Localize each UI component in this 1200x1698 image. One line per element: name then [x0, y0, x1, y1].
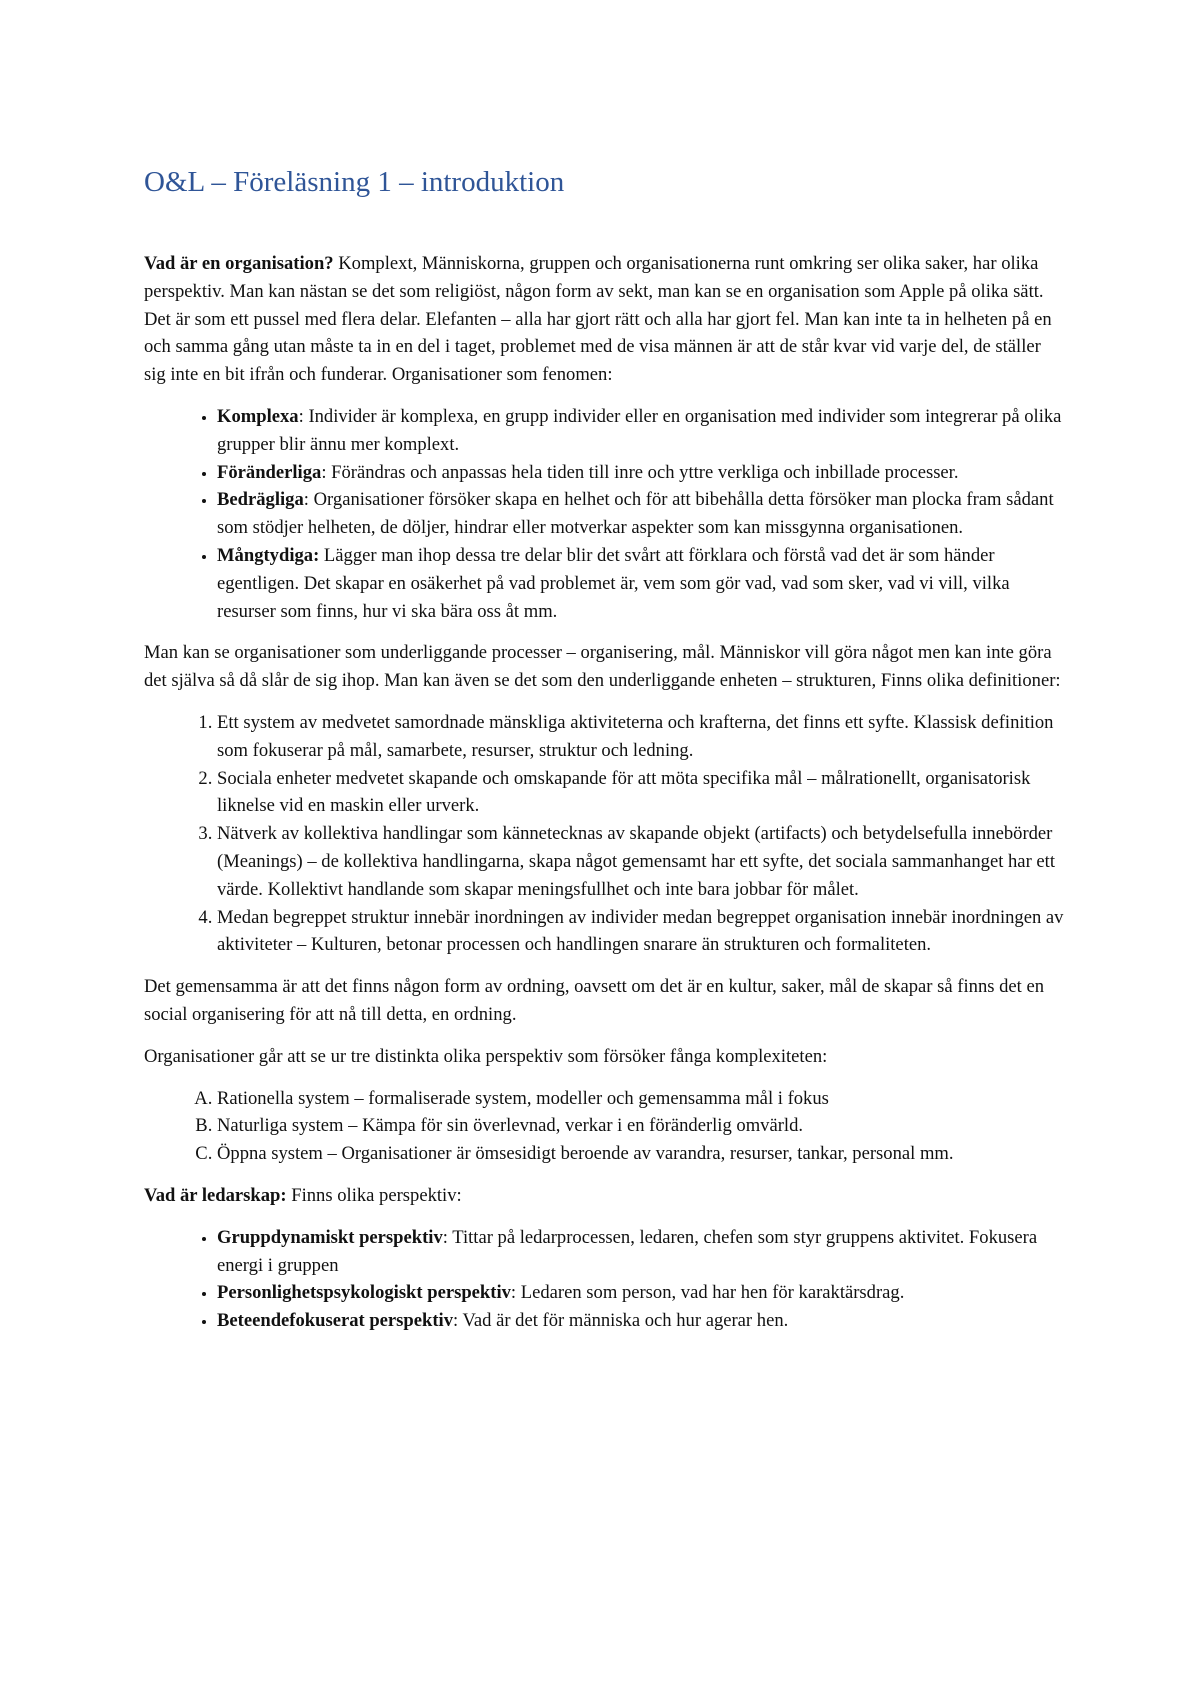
- list-item: [217, 403, 1064, 459]
- list-item: 4. Medan begreppet struktur innebär inordningen av individer medan begreppet organisation innebär inordningen av aktiviteter – Kulturen, betonar processen och handlingen snarare än strukturen och formaliteten.: [217, 904, 1064, 960]
- list-item-sep: :: [442, 1226, 453, 1248]
- list-item-text: Individer är komplexa, en grupp individer eller en organisation med individer som integrerar på olika grupper blir ännu mer komplext.: [217, 405, 1062, 455]
- list-item: [217, 1307, 1064, 1335]
- underlying-paragraph: Man kan se organisationer som underliggande processer – organisering, mål. Människor vill göra något men kan inte göra det själva så då slår de sig ihop. Man kan även se det som den underliggande enheten – strukturen, Finns olika definitioner:: [144, 642, 1061, 692]
- leadership-paragraph: [144, 1182, 1064, 1210]
- list-item: C. Öppna system – Organisationer är ömsesidigt beroende av varandra, resurser, tankar, personal mm.: [217, 1140, 1064, 1168]
- perspectives-list: [144, 1085, 1064, 1168]
- common-paragraph: Det gemensamma är att det finns någon form av ordning, oavsett om det är en kultur, saker, mål de skapar så finns det en social organisering för att nå till detta, en ordning.: [144, 976, 1045, 1025]
- leadership-list: [144, 1224, 1064, 1335]
- definitions-list: [144, 709, 1064, 959]
- list-item-term: Gruppdynamiskt perspektiv: [217, 1226, 443, 1248]
- intro-lead: Vad är en organisation?: [144, 253, 334, 274]
- list-item: [217, 486, 1064, 542]
- list-item-term: Komplexa: [217, 405, 299, 427]
- list-item: [217, 1279, 1064, 1307]
- list-item-term: Bedrägliga: [217, 489, 304, 511]
- list-item-term: Beteendefokuserat perspektiv: [217, 1310, 454, 1332]
- list-item-text: Ledaren som person, vad har hen för karaktärsdrag.: [520, 1282, 905, 1304]
- list-item: 3. Nätverk av kollektiva handlingar som kännetecknas av skapande objekt (artifacts) och betydelsefulla innebörder (Meanings) – de kollektiva handlingarna, skapa något gemensamt har ett syfte, det sociala sammanhanget har ett värde. Kollektivt handlande som skapar meningsfullhet och inte bara jobbar för målet.: [217, 820, 1064, 903]
- phenomena-list: [144, 403, 1064, 625]
- list-item: 1. Ett system av medvetet samordnade mänskliga aktiviteterna och krafterna, det finns ett syfte. Klassisk definition som fokuserar på mål, samarbete, resurser, struktur och ledning.: [217, 709, 1064, 765]
- leadership-lead: Vad är ledarskap:: [144, 1184, 287, 1206]
- list-item-text: Lägger man ihop dessa tre delar blir det svårt att förklara och förstå vad det är som händer egentligen. Det skapar en osäkerhet på vad problemet är, vem som gör vad, vad som sker, vad vi vill, vilka resurser som finns, hur vi ska bära oss åt mm.: [217, 544, 1010, 622]
- document-body: [144, 250, 1064, 1349]
- intro-text: Komplext, Människorna, gruppen och organisationerna runt omkring ser olika saker, har olika perspektiv. Man kan nästan se det som religiöst, någon form av sekt, man kan se en organisation som Apple på olika sätt. Det är som ett pussel med flera delar. Elefanten – alla har gjort rätt och alla har gjort fel. Man kan inte ta in helheten på en och samma gång utan måste ta in en del i taget, problemet med de visa männen är att de står kvar vid varje del, de ställer sig inte en bit ifrån och funderar. Organisationer som fenomen:: [144, 253, 1052, 386]
- list-item: 2. Sociala enheter medvetet skapande och omskapande för att möta specifika mål – målrationellt, organisatorisk liknelse vid en maskin eller urverk.: [217, 765, 1064, 821]
- list-item-term: Personlighetspsykologiskt perspektiv: [217, 1282, 511, 1304]
- list-item-text: Tittar på ledarprocessen, ledaren, chefen som styr gruppens aktivitet. Fokusera energi i gruppen: [217, 1226, 1038, 1276]
- list-item-term: Föränderliga: [217, 461, 322, 483]
- intro-paragraph: [144, 250, 1064, 389]
- list-item: [217, 459, 1064, 487]
- list-item-text: Förändras och anpassas hela tiden till inre och yttre verkliga och inbillade processer.: [331, 461, 959, 483]
- list-item-sep: :: [510, 1282, 521, 1304]
- list-item-text: Vad är det för människa och hur agerar hen.: [462, 1310, 789, 1332]
- document-title: O&L – Föreläsning 1 – introduktion: [144, 166, 565, 198]
- leadership-text: Finns olika perspektiv:: [286, 1184, 462, 1206]
- list-item-text: Organisationer försöker skapa en helhet och för att bibehålla detta försöker man plocka fram sådant som stödjer helheten, de döljer, hindrar eller motverkar aspekter som kan missgynna organisationen.: [217, 489, 1054, 539]
- list-item: A. Rationella system – formaliserade system, modeller och gemensamma mål i fokus: [217, 1085, 1064, 1113]
- list-item-term: Mångtydiga:: [217, 544, 320, 566]
- list-item-sep: :: [303, 489, 314, 511]
- list-item: B. Naturliga system – Kämpa för sin överlevnad, verkar i en föränderlig omvärld.: [217, 1112, 1064, 1140]
- list-item-sep: :: [321, 461, 332, 483]
- list-item-sep: :: [453, 1310, 463, 1332]
- list-item: [217, 1224, 1064, 1280]
- perspectives-intro: Organisationer går att se ur tre distinkta olika perspektiv som försöker fånga komplexiteten:: [144, 1045, 828, 1067]
- list-item: [217, 542, 1064, 625]
- list-item-sep: :: [298, 405, 309, 427]
